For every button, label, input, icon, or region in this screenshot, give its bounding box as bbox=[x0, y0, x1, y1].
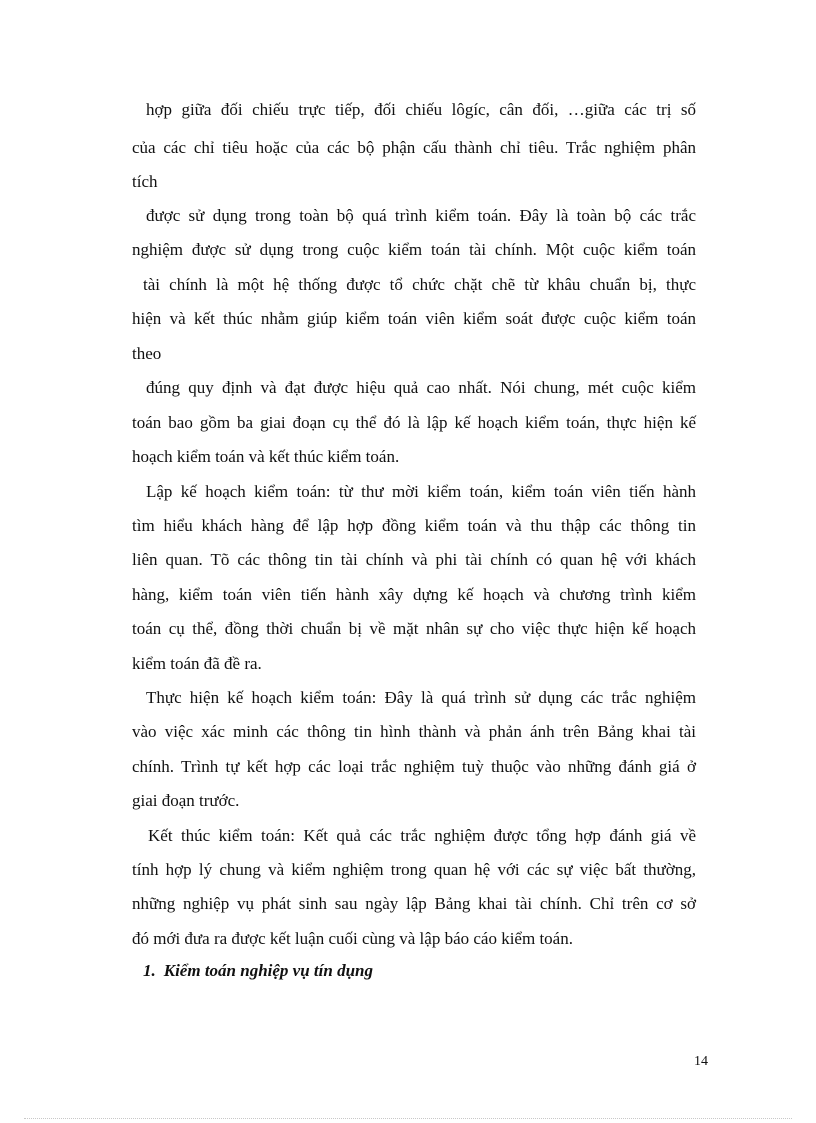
text-line: hàng, kiểm toán viên tiến hành xây dựng kế hoạch và chương trình kiểm bbox=[132, 585, 696, 604]
text-line: Lập kế hoạch kiểm toán: từ thư mời kiểm toán, kiểm toán viên tiến hành bbox=[146, 482, 696, 501]
text-line: đúng quy định và đạt được hiệu quả cao nhất. Nói chung, mét cuộc kiểm bbox=[146, 378, 696, 397]
text-line: tích bbox=[132, 172, 158, 191]
text-line: nghiệm được sử dụng trong cuộc kiểm toán tài chính. Một cuộc kiểm toán bbox=[132, 240, 696, 259]
section-number: 1. bbox=[143, 961, 156, 980]
text-line: được sử dụng trong toàn bộ quá trình kiểm toán. Đây là toàn bộ các trắc bbox=[146, 206, 696, 225]
text-line: tính hợp lý chung và kiểm nghiệm trong quan hệ với các sự việc bất thường, bbox=[132, 860, 696, 879]
text-line: Kết thúc kiểm toán: Kết quả các trắc nghiệm được tổng hợp đánh giá về bbox=[148, 826, 696, 845]
text-line: chính. Trình tự kết hợp các loại trắc nghiệm tuỳ thuộc vào những đánh giá ở bbox=[132, 757, 696, 776]
text-line: tài chính là một hệ thống được tổ chức chặt chẽ từ khâu chuẩn bị, thực bbox=[143, 275, 696, 294]
text-line: hợp giữa đối chiếu trực tiếp, đối chiếu lôgíc, cân đối, …giữa các trị số bbox=[146, 100, 696, 119]
text-line: của các chỉ tiêu hoặc của các bộ phận cấu thành chỉ tiêu. Trắc nghiệm phân bbox=[132, 138, 696, 157]
text-line: hiện và kết thúc nhằm giúp kiểm toán viên kiểm soát được cuộc kiểm toán bbox=[132, 309, 696, 328]
text-line: toán cụ thể, đồng thời chuẩn bị về mặt nhân sự cho việc thực hiện kế hoạch bbox=[132, 619, 696, 638]
text-line: toán bao gồm ba giai đoạn cụ thể đó là lập kế hoạch kiểm toán, thực hiện kế bbox=[132, 413, 696, 432]
text-line: tìm hiểu khách hàng để lập hợp đồng kiểm toán và thu thập các thông tin bbox=[132, 516, 696, 535]
text-line: giai đoạn trước. bbox=[132, 791, 240, 810]
text-line: đó mới đưa ra được kết luận cuối cùng và lập báo cáo kiểm toán. bbox=[132, 929, 573, 948]
text-line: theo bbox=[132, 344, 162, 363]
text-line: liên quan. Tõ các thông tin tài chính và phi tài chính có quan hệ với khách bbox=[132, 550, 696, 569]
text-line: Thực hiện kế hoạch kiểm toán: Đây là quá trình sử dụng các trắc nghiệm bbox=[146, 688, 696, 707]
text-line: những nghiệp vụ phát sinh sau ngày lập Bảng khai tài chính. Chỉ trên cơ sở bbox=[132, 894, 696, 913]
page-number: 14 bbox=[694, 1054, 708, 1069]
text-line: hoạch kiểm toán và kết thúc kiểm toán. bbox=[132, 447, 400, 466]
text-line: vào việc xác minh các thông tin hình thành và phản ánh trên Bảng khai tài bbox=[132, 722, 696, 741]
page-bottom-divider bbox=[24, 1118, 792, 1119]
section-heading bbox=[143, 961, 373, 981]
text-line: kiểm toán đã đề ra. bbox=[132, 654, 262, 673]
section-title: Kiểm toán nghiệp vụ tín dụng bbox=[163, 961, 373, 980]
